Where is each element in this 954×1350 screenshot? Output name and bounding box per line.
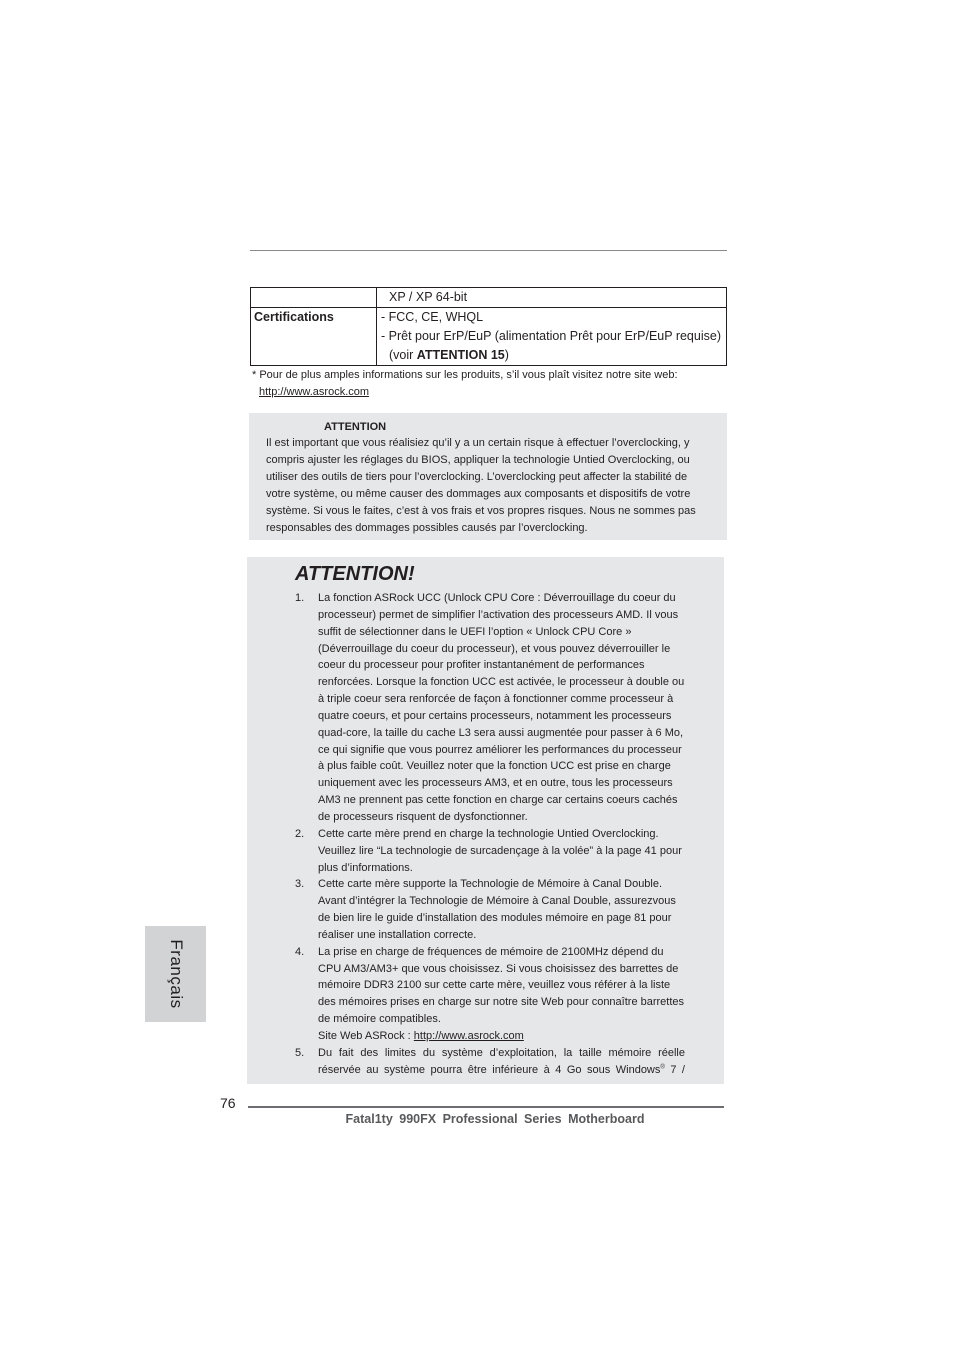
overclock-warning-body: Il est important que vous réalisiez qu’il y a un certain risque à effectuer l’overclocking, y compris ajuster les réglages du BIOS, appliquer la technologie Untied Overclocking, ou utiliser des outils de tiers pour l’overclocking. L’overclocking peut affecter la stabilité de votre système, ou même causer des dommages aux composants et dispositifs de votre système. Si vous le faites, c’est à vos frais et vos propres risques. Nous ne sommes pas responsables des dommages possibles causés par l’overclocking. [266, 437, 696, 534]
list-item: 2. Cette carte mère prend en charge la technologie Untied Overclocking. Veuillez lire “La technologie de surcadençage à la volée” à la page 41 pour plus d’informations. [295, 827, 682, 874]
asrock-site-link[interactable]: http://www.asrock.com [413, 1029, 524, 1042]
spec-table [250, 287, 727, 366]
attention-list [295, 590, 685, 1078]
cert-line-3: (voir ATTENTION 15) [389, 348, 509, 362]
spec-label-empty [251, 288, 377, 308]
cert-line-2: - Prêt pour ErP/EuP (alimentation Prêt pour ErP/EuP requise) [381, 329, 721, 343]
language-label: Français [166, 939, 186, 1009]
header-rule [250, 250, 727, 251]
spec-certifications-value [377, 308, 727, 366]
footer-rule [248, 1106, 724, 1108]
attention-box [247, 557, 724, 1084]
attention-heading: ATTENTION! [295, 563, 415, 585]
spec-os-value [377, 288, 727, 308]
language-tab [145, 926, 206, 1022]
footer-title: Fatal1ty 990FX Professional Series Motherboard [345, 1112, 645, 1126]
footnote [252, 367, 678, 401]
list-item: 4. La prise en charge de fréquences de mémoire de 2100MHz dépend du CPU AM3/AM3+ que vous choisissez. Si vous choisissez des barrettes de mémoire DDR3 2100 sur cette carte mère, veuillez vous référer à la liste des mémoires prises en charge sur notre site Web pour connaître barrettes de mémoire compatibles. Site Web ASRock : http://www.asrock.com [295, 944, 685, 1045]
list-item: 3. Cette carte mère supporte la Technologie de Mémoire à Canal Double. Avant d’intégrer la Technologie de Mémoire à Canal Double, assurezvous de bien lire le guide d’installation des modules mémoire en page 81 pour réaliser une installation correcte. [295, 878, 676, 941]
list-item: 1. La fonction ASRock UCC (Unlock CPU Core : Déverrouillage du coeur du processeur) permet de simplifier l’activation des processeurs AMD. Il vous suffit de sélectionner dans le UEFI l’option « Unlock CPU Core » (Déverrouillage du coeur du processeur), et vous pouvez déverrouiller le coeur du processeur pour profiter instantanément de performances renforcées. Lorsque la fonction UCC est activée, le processeur à double ou à triple coeur sera renforcée de façon à fonctionner comme processeur à quatre coeurs, et pour certains processeurs, notamment les processeurs quad-core, la taille du cache L3 sera aussi augmentée pour passer à 6 Mo, ce qui signifie que vous pourrez améliorer les performances du processeur à plus faible coût. Veuillez noter que la fonction UCC est prise en charge uniquement avec les processeurs AM3, et en outre, tous les processeurs AM3 ne prennent pas cette fonction en charge car certains coeurs cachés de processeurs risquent de dysfonctionner. [295, 592, 685, 823]
os-line: XP / XP 64-bit [389, 290, 468, 304]
footnote-text: * Pour de plus amples informations sur les produits, s’il vous plaît visitez notre site web: [252, 369, 678, 381]
page-number: 76 [220, 1095, 236, 1111]
cert-line-1: - FCC, CE, WHQL [381, 310, 484, 324]
spec-label-certifications: Certifications [251, 308, 377, 366]
list-item: 5. Du fait des limites du système d’exploitation, la taille mémoire réelle réservée au système pourra être inférieure à 4 Go sous Windows® 7 / [295, 1046, 685, 1076]
asrock-site-line: Site Web ASRock : http://www.asrock.com [318, 1029, 524, 1042]
footnote-url[interactable]: http://www.asrock.com [259, 386, 370, 398]
overclock-warning-box [249, 413, 727, 540]
overclock-warning-title: ATTENTION [324, 421, 387, 433]
